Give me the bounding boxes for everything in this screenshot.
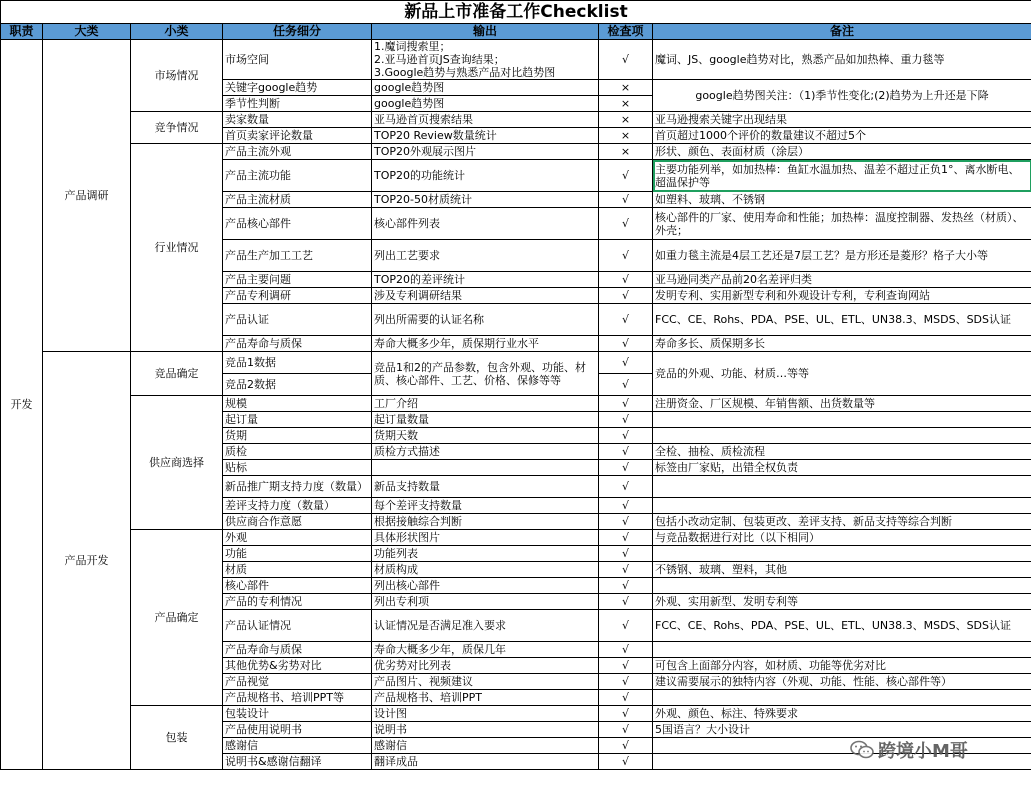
check-cell: √ <box>599 562 653 578</box>
note-cell: FCC、CE、Rohs、PDA、PSE、UL、ETL、UN38.3、MSDS、SDS认证 <box>653 304 1031 336</box>
table-row <box>1 40 1031 80</box>
output-cell: 优劣势对比列表 <box>372 658 599 674</box>
output-cell: 核心部件列表 <box>372 208 599 240</box>
task-cell: 新品推广期支持力度（数量） <box>223 476 372 498</box>
subcategory-cell: 竞争情况 <box>131 112 223 144</box>
output-cell: 功能列表 <box>372 546 599 562</box>
note-cell <box>653 476 1031 498</box>
output-cell: 列出所需要的认证名称 <box>372 304 599 336</box>
subcategory-cell: 包装 <box>131 706 223 770</box>
task-cell: 产品主流材质 <box>223 192 372 208</box>
note-cell <box>653 428 1031 444</box>
category-cell: 产品调研 <box>43 40 131 352</box>
task-cell: 材质 <box>223 562 372 578</box>
watermark <box>850 737 968 763</box>
check-cell: √ <box>599 288 653 304</box>
task-cell: 产品使用说明书 <box>223 722 372 738</box>
output-cell: 寿命大概多少年，质保期行业水平 <box>372 336 599 352</box>
check-cell: √ <box>599 658 653 674</box>
task-cell: 功能 <box>223 546 372 562</box>
check-cell: √ <box>599 460 653 476</box>
check-cell: √ <box>599 208 653 240</box>
note-cell <box>653 690 1031 706</box>
note-cell <box>653 642 1031 658</box>
note-cell: 如塑料、玻璃、不锈钢 <box>653 192 1031 208</box>
output-cell: 涉及专利调研结果 <box>372 288 599 304</box>
task-cell: 关键字google趋势 <box>223 80 372 96</box>
note-cell: 标签由厂家贴，出错全权负责 <box>653 460 1031 476</box>
note-cell: 可包含上面部分内容，如材质、功能等优劣对比 <box>653 658 1031 674</box>
table-row <box>1 396 1031 412</box>
check-cell: √ <box>599 594 653 610</box>
task-cell: 包装设计 <box>223 706 372 722</box>
task-cell: 卖家数量 <box>223 112 372 128</box>
header-row <box>1 24 1031 40</box>
check-cell: √ <box>599 642 653 658</box>
task-cell: 市场空间 <box>223 40 372 80</box>
task-cell: 差评支持力度（数量） <box>223 498 372 514</box>
task-cell: 产品视觉 <box>223 674 372 690</box>
task-cell: 产品的专利情况 <box>223 594 372 610</box>
output-cell: 感谢信 <box>372 738 599 754</box>
subcategory-cell: 行业情况 <box>131 144 223 352</box>
check-cell: √ <box>599 738 653 754</box>
task-cell: 产品认证情况 <box>223 610 372 642</box>
table-row <box>1 112 1031 128</box>
note-cell: 外观、实用新型、发明专利等 <box>653 594 1031 610</box>
output-cell: 翻译成品 <box>372 754 599 770</box>
output-cell: 亚马逊首页搜索结果 <box>372 112 599 128</box>
note-cell: 首页超过1000个评价的数量建议不超过5个 <box>653 128 1031 144</box>
task-cell: 竞品2数据 <box>223 374 372 396</box>
output-cell: 材质构成 <box>372 562 599 578</box>
check-cell: √ <box>599 476 653 498</box>
note-cell: 包括小改动定制、包装更改、差评支持、新品支持等综合判断 <box>653 514 1031 530</box>
note-cell: 亚马逊同类产品前20名差评归类 <box>653 272 1031 288</box>
task-cell: 产品寿命与质保 <box>223 336 372 352</box>
output-cell: 1.魔词搜索里； 2.亚马逊首页JS查询结果； 3.Google趋势与熟悉产品对比趋势图 <box>372 40 599 80</box>
task-cell: 供应商合作意愿 <box>223 514 372 530</box>
task-cell: 产品主流功能 <box>223 160 372 192</box>
output-cell: TOP20的差评统计 <box>372 272 599 288</box>
output-cell: google趋势图 <box>372 80 599 96</box>
check-cell: √ <box>599 396 653 412</box>
check-cell: √ <box>599 444 653 460</box>
wechat-icon <box>850 740 874 760</box>
check-cell: × <box>599 96 653 112</box>
output-cell: 列出核心部件 <box>372 578 599 594</box>
note-cell: FCC、CE、Rohs、PDA、PSE、UL、ETL、UN38.3、MSDS、SDS认证 <box>653 610 1031 642</box>
task-cell: 规模 <box>223 396 372 412</box>
task-cell: 产品核心部件 <box>223 208 372 240</box>
task-cell: 产品生产加工工艺 <box>223 240 372 272</box>
note-cell <box>653 738 1031 754</box>
output-cell <box>372 460 599 476</box>
note-cell: 主要功能列举，如加热棒：鱼缸水温加热、温差不超过正负1°、离水断电、超温保护等 <box>653 160 1031 192</box>
subcategory-cell: 市场情况 <box>131 40 223 112</box>
note-cell: 外观、颜色、标注、特殊要求 <box>653 706 1031 722</box>
note-cell <box>653 546 1031 562</box>
check-cell: × <box>599 112 653 128</box>
output-cell: 具体形状图片 <box>372 530 599 546</box>
note-cell: 与竞品数据进行对比（以下相同） <box>653 530 1031 546</box>
note-cell: 亚马逊搜索关键字出现结果 <box>653 112 1031 128</box>
task-cell: 感谢信 <box>223 738 372 754</box>
table-row <box>1 352 1031 374</box>
task-cell: 产品规格书、培训PPT等 <box>223 690 372 706</box>
task-cell: 其他优势&劣势对比 <box>223 658 372 674</box>
output-cell: 设计图 <box>372 706 599 722</box>
note-cell <box>653 498 1031 514</box>
subcategory-cell: 供应商选择 <box>131 396 223 530</box>
output-cell: TOP20的功能统计 <box>372 160 599 192</box>
output-cell: TOP20-50材质统计 <box>372 192 599 208</box>
role-cell: 开发 <box>1 40 43 770</box>
output-cell: 根据接触综合判断 <box>372 514 599 530</box>
task-cell: 起订量 <box>223 412 372 428</box>
subcategory-cell: 产品确定 <box>131 530 223 706</box>
header-category: 大类 <box>43 24 131 40</box>
task-cell: 季节性判断 <box>223 96 372 112</box>
check-cell: √ <box>599 690 653 706</box>
check-cell: √ <box>599 304 653 336</box>
check-cell: √ <box>599 192 653 208</box>
check-cell: √ <box>599 240 653 272</box>
check-cell: √ <box>599 530 653 546</box>
check-cell: √ <box>599 754 653 770</box>
note-cell: 5国语言？大小设计 <box>653 722 1031 738</box>
header-role: 职责 <box>1 24 43 40</box>
header-output: 输出 <box>372 24 599 40</box>
check-cell: √ <box>599 546 653 562</box>
output-cell: 工厂介绍 <box>372 396 599 412</box>
task-cell: 贴标 <box>223 460 372 476</box>
output-cell: 认证情况是否满足准入要求 <box>372 610 599 642</box>
check-cell: √ <box>599 272 653 288</box>
output-cell: 质检方式描述 <box>372 444 599 460</box>
check-cell: √ <box>599 352 653 374</box>
sheet-title: 新品上市准备工作Checklist <box>1 1 1031 24</box>
check-cell: × <box>599 80 653 96</box>
output-cell: 产品图片、视频建议 <box>372 674 599 690</box>
note-cell: 建议需要展示的独特内容（外观、功能、性能、核心部件等） <box>653 674 1031 690</box>
check-cell: √ <box>599 374 653 396</box>
note-cell: 发明专利、实用新型专利和外观设计专利，专利查询网站 <box>653 288 1031 304</box>
note-cell: 竞品的外观、功能、材质…等等 <box>653 352 1031 396</box>
note-cell: 不锈钢、玻璃、塑料，其他 <box>653 562 1031 578</box>
table-row <box>1 144 1031 160</box>
output-cell: 列出专利项 <box>372 594 599 610</box>
output-cell: TOP20外观展示图片 <box>372 144 599 160</box>
note-cell: 形状、颜色、表面材质（涂层） <box>653 144 1031 160</box>
note-cell: 寿命多长、质保期多长 <box>653 336 1031 352</box>
category-cell: 产品开发 <box>43 352 131 770</box>
check-cell: √ <box>599 428 653 444</box>
header-subcategory: 小类 <box>131 24 223 40</box>
check-cell: √ <box>599 610 653 642</box>
output-cell: 产品规格书、培训PPT <box>372 690 599 706</box>
output-cell: 寿命大概多少年，质保几年 <box>372 642 599 658</box>
check-cell: √ <box>599 706 653 722</box>
note-cell <box>653 754 1031 770</box>
table-row <box>1 530 1031 546</box>
watermark-text: 跨境小M哥 <box>878 741 968 762</box>
subcategory-cell: 竞品确定 <box>131 352 223 396</box>
table-row <box>1 706 1031 722</box>
task-cell: 产品认证 <box>223 304 372 336</box>
check-cell: √ <box>599 498 653 514</box>
task-cell: 说明书&感谢信翻译 <box>223 754 372 770</box>
note-cell: 核心部件的厂家、使用寿命和性能；加热棒：温度控制器、发热丝（材质）、外壳； <box>653 208 1031 240</box>
output-cell: google趋势图 <box>372 96 599 112</box>
check-cell: × <box>599 128 653 144</box>
note-cell: 全检、抽检、质检流程 <box>653 444 1031 460</box>
note-cell: 如重力毯主流是4层工艺还是7层工艺？是方形还是菱形？格子大小等 <box>653 240 1031 272</box>
check-cell: √ <box>599 336 653 352</box>
check-cell: √ <box>599 674 653 690</box>
task-cell: 竞品1数据 <box>223 352 372 374</box>
check-cell: √ <box>599 722 653 738</box>
check-cell: √ <box>599 412 653 428</box>
output-cell: 起订量数量 <box>372 412 599 428</box>
task-cell: 首页卖家评论数量 <box>223 128 372 144</box>
output-cell: 列出工艺要求 <box>372 240 599 272</box>
task-cell: 核心部件 <box>223 578 372 594</box>
header-check: 检查项 <box>599 24 653 40</box>
check-cell: √ <box>599 578 653 594</box>
note-cell: 魔词、JS、google趋势对比，熟悉产品如加热棒、重力毯等 <box>653 40 1031 80</box>
task-cell: 外观 <box>223 530 372 546</box>
task-cell: 货期 <box>223 428 372 444</box>
task-cell: 质检 <box>223 444 372 460</box>
header-note: 备注 <box>653 24 1031 40</box>
check-cell: √ <box>599 40 653 80</box>
note-cell <box>653 412 1031 428</box>
note-cell <box>653 578 1031 594</box>
check-cell: × <box>599 144 653 160</box>
output-cell: TOP20 Review数量统计 <box>372 128 599 144</box>
task-cell: 产品主要问题 <box>223 272 372 288</box>
check-cell: √ <box>599 514 653 530</box>
check-cell: √ <box>599 160 653 192</box>
header-task: 任务细分 <box>223 24 372 40</box>
note-cell: 注册资金、厂区规模、年销售额、出货数量等 <box>653 396 1031 412</box>
task-cell: 产品寿命与质保 <box>223 642 372 658</box>
note-cell: google趋势图关注：（1)季节性变化;(2)趋势为上升还是下降 <box>653 80 1031 112</box>
task-cell: 产品主流外观 <box>223 144 372 160</box>
output-cell: 货期天数 <box>372 428 599 444</box>
output-cell: 每个差评支持数量 <box>372 498 599 514</box>
output-cell: 说明书 <box>372 722 599 738</box>
output-cell: 新品支持数量 <box>372 476 599 498</box>
task-cell: 产品专利调研 <box>223 288 372 304</box>
output-cell: 竞品1和2的产品参数，包含外观、功能、材质、核心部件、工艺、价格、保修等等 <box>372 352 599 396</box>
